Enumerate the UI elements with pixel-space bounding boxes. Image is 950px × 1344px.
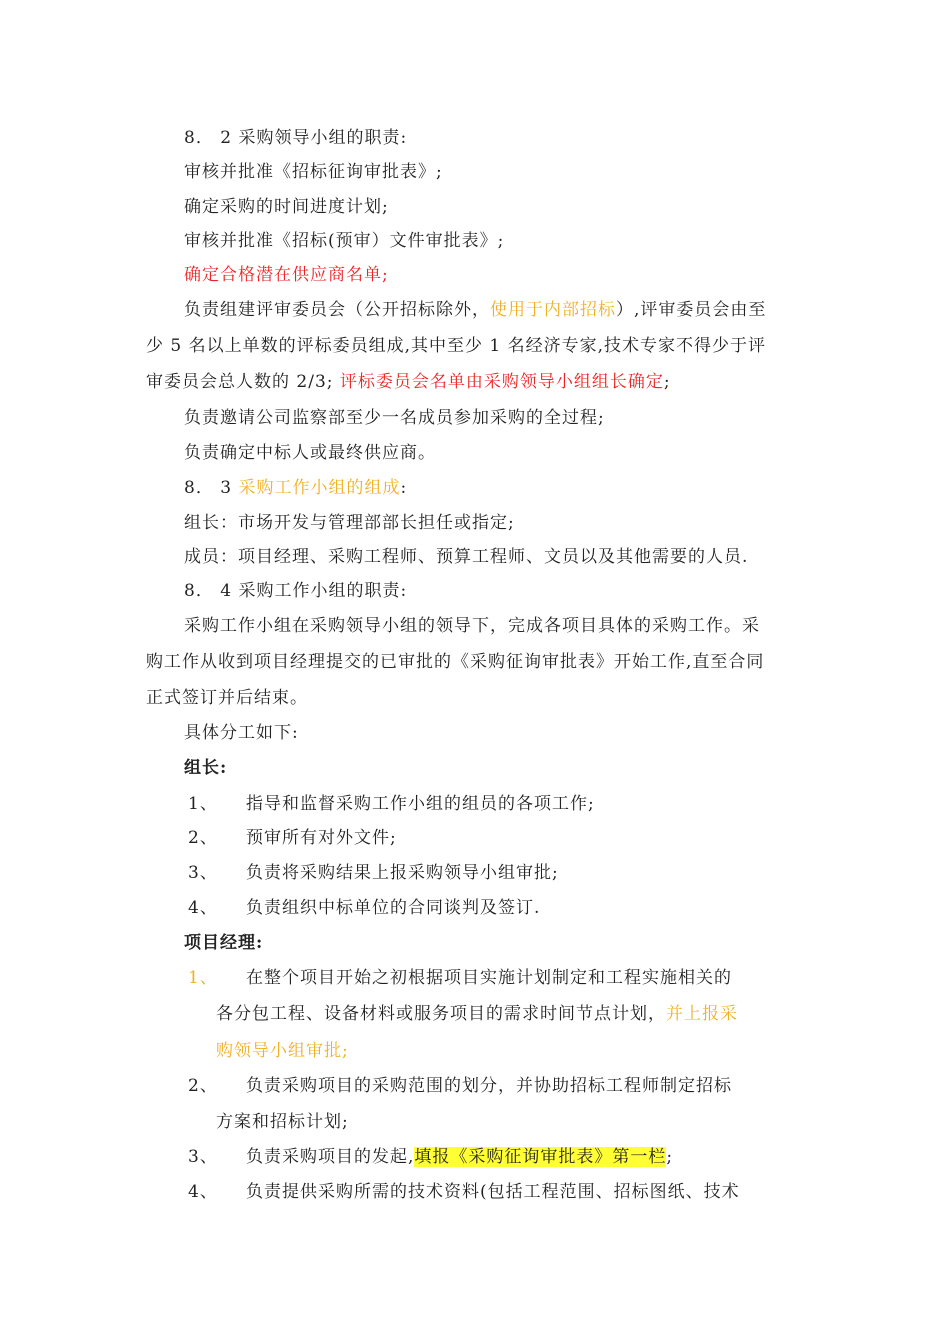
committee3-post: ; xyxy=(663,372,671,392)
leader-item-3-num: 3、 xyxy=(188,863,218,883)
pm-item-3-num: 3、 xyxy=(188,1147,218,1167)
duty-invite-supervision: 负责邀请公司监察部至少一名成员参加采购的全过程; xyxy=(184,408,605,428)
division-intro: 具体分工如下: xyxy=(184,723,299,743)
duty-determine-winner: 负责确定中标人或最终供应商。 xyxy=(184,443,436,463)
section-8-3-num: 8． 3 xyxy=(184,478,239,498)
pm-item-1-line2-pre: 各分包工程、设备材料或服务项目的需求时间节点计划， xyxy=(216,1004,666,1024)
duty-schedule: 确定采购的时间进度计划; xyxy=(184,197,389,217)
pm-item-2-line2: 方案和招标计划; xyxy=(216,1112,349,1132)
leader-heading: 组长: xyxy=(184,758,228,778)
leader-item-2-num: 2、 xyxy=(188,828,218,848)
pm-heading: 项目经理: xyxy=(184,933,264,953)
leader-item-4-num: 4、 xyxy=(188,898,218,918)
leader-item-2-text: 预审所有对外文件; xyxy=(246,828,397,848)
team-leader-line: 组长：市场开发与管理部部长担任或指定; xyxy=(184,513,515,533)
workgroup-para-line2: 购工作从收到项目经理提交的已审批的《采购征询审批表》开始工作,直至合同 xyxy=(146,652,765,672)
pm-item-1-line2 xyxy=(216,1002,950,1026)
pm-item-3-text xyxy=(246,1145,673,1169)
pm-item-3-pre: 负责采购项目的发起, xyxy=(246,1147,415,1167)
pm-item-2-num: 2、 xyxy=(188,1076,218,1096)
duty-committee-line2: 少 5 名以上单数的评标委员组成,其中至少 1 名经济专家,技术专家不得少于评 xyxy=(146,336,767,356)
committee3-red-note: 评标委员会名单由采购领导小组组长确定 xyxy=(339,372,664,392)
pm-item-4-num: 4、 xyxy=(188,1182,218,1202)
duty-approve-bid-docs: 审核并批准《招标(预审）文件审批表》; xyxy=(184,231,505,251)
duty-committee-line1 xyxy=(184,298,950,322)
pm-item-1-line2-gold: 并上报采 xyxy=(666,1004,738,1024)
pm-item-1-num: 1、 xyxy=(188,968,218,988)
committee-internal-note: 使用于内部招标 xyxy=(490,300,616,320)
duty-committee-line3 xyxy=(146,370,950,394)
workgroup-para-line1: 采购工作小组在采购领导小组的领导下，完成各项目具体的采购工作。采 xyxy=(184,616,760,636)
section-8-2-heading: 8． 2 采购领导小组的职责: xyxy=(184,128,408,148)
pm-item-4-line1: 负责提供采购所需的技术资料(包括工程范围、招标图纸、技术 xyxy=(246,1182,740,1202)
leader-item-1-num: 1、 xyxy=(188,794,218,814)
pm-item-2-line1: 负责采购项目的采购范围的划分，并协助招标工程师制定招标 xyxy=(246,1076,732,1096)
pm-item-3-highlight: 填报《采购征询审批表》第一栏 xyxy=(414,1147,667,1167)
pm-item-1-line1: 在整个项目开始之初根据项目实施计划制定和工程实施相关的 xyxy=(246,968,732,988)
pm-item-3-post: ; xyxy=(666,1147,674,1167)
leader-item-3-text: 负责将采购结果上报采购领导小组审批; xyxy=(246,863,559,883)
committee-pre: 负责组建评审委员会（公开招标除外， xyxy=(184,300,490,320)
duty-qualified-suppliers: 确定合格潜在供应商名单; xyxy=(184,265,389,285)
pm-item-1-line3: 购领导小组审批; xyxy=(216,1041,349,1061)
leader-item-1-text: 指导和监督采购工作小组的组员的各项工作; xyxy=(246,794,595,814)
section-8-4-heading: 8． 4 采购工作小组的职责: xyxy=(184,581,408,601)
leader-item-4-text: 负责组织中标单位的合同谈判及签订. xyxy=(246,898,541,918)
committee-post: ）,评审委员会由至 xyxy=(616,300,767,320)
team-members-line: 成员：项目经理、采购工程师、预算工程师、文员以及其他需要的人员. xyxy=(184,547,749,567)
workgroup-para-line3: 正式签订并后结束。 xyxy=(146,688,308,708)
section-8-3-title: 采购工作小组的组成 xyxy=(238,478,401,498)
section-8-3-colon: : xyxy=(400,478,408,498)
duty-approve-bid-inquiry: 审核并批准《招标征询审批表》; xyxy=(184,162,443,182)
committee3-pre: 审委员会总人数的 2/3; xyxy=(146,372,340,392)
section-8-3-heading xyxy=(184,476,950,500)
